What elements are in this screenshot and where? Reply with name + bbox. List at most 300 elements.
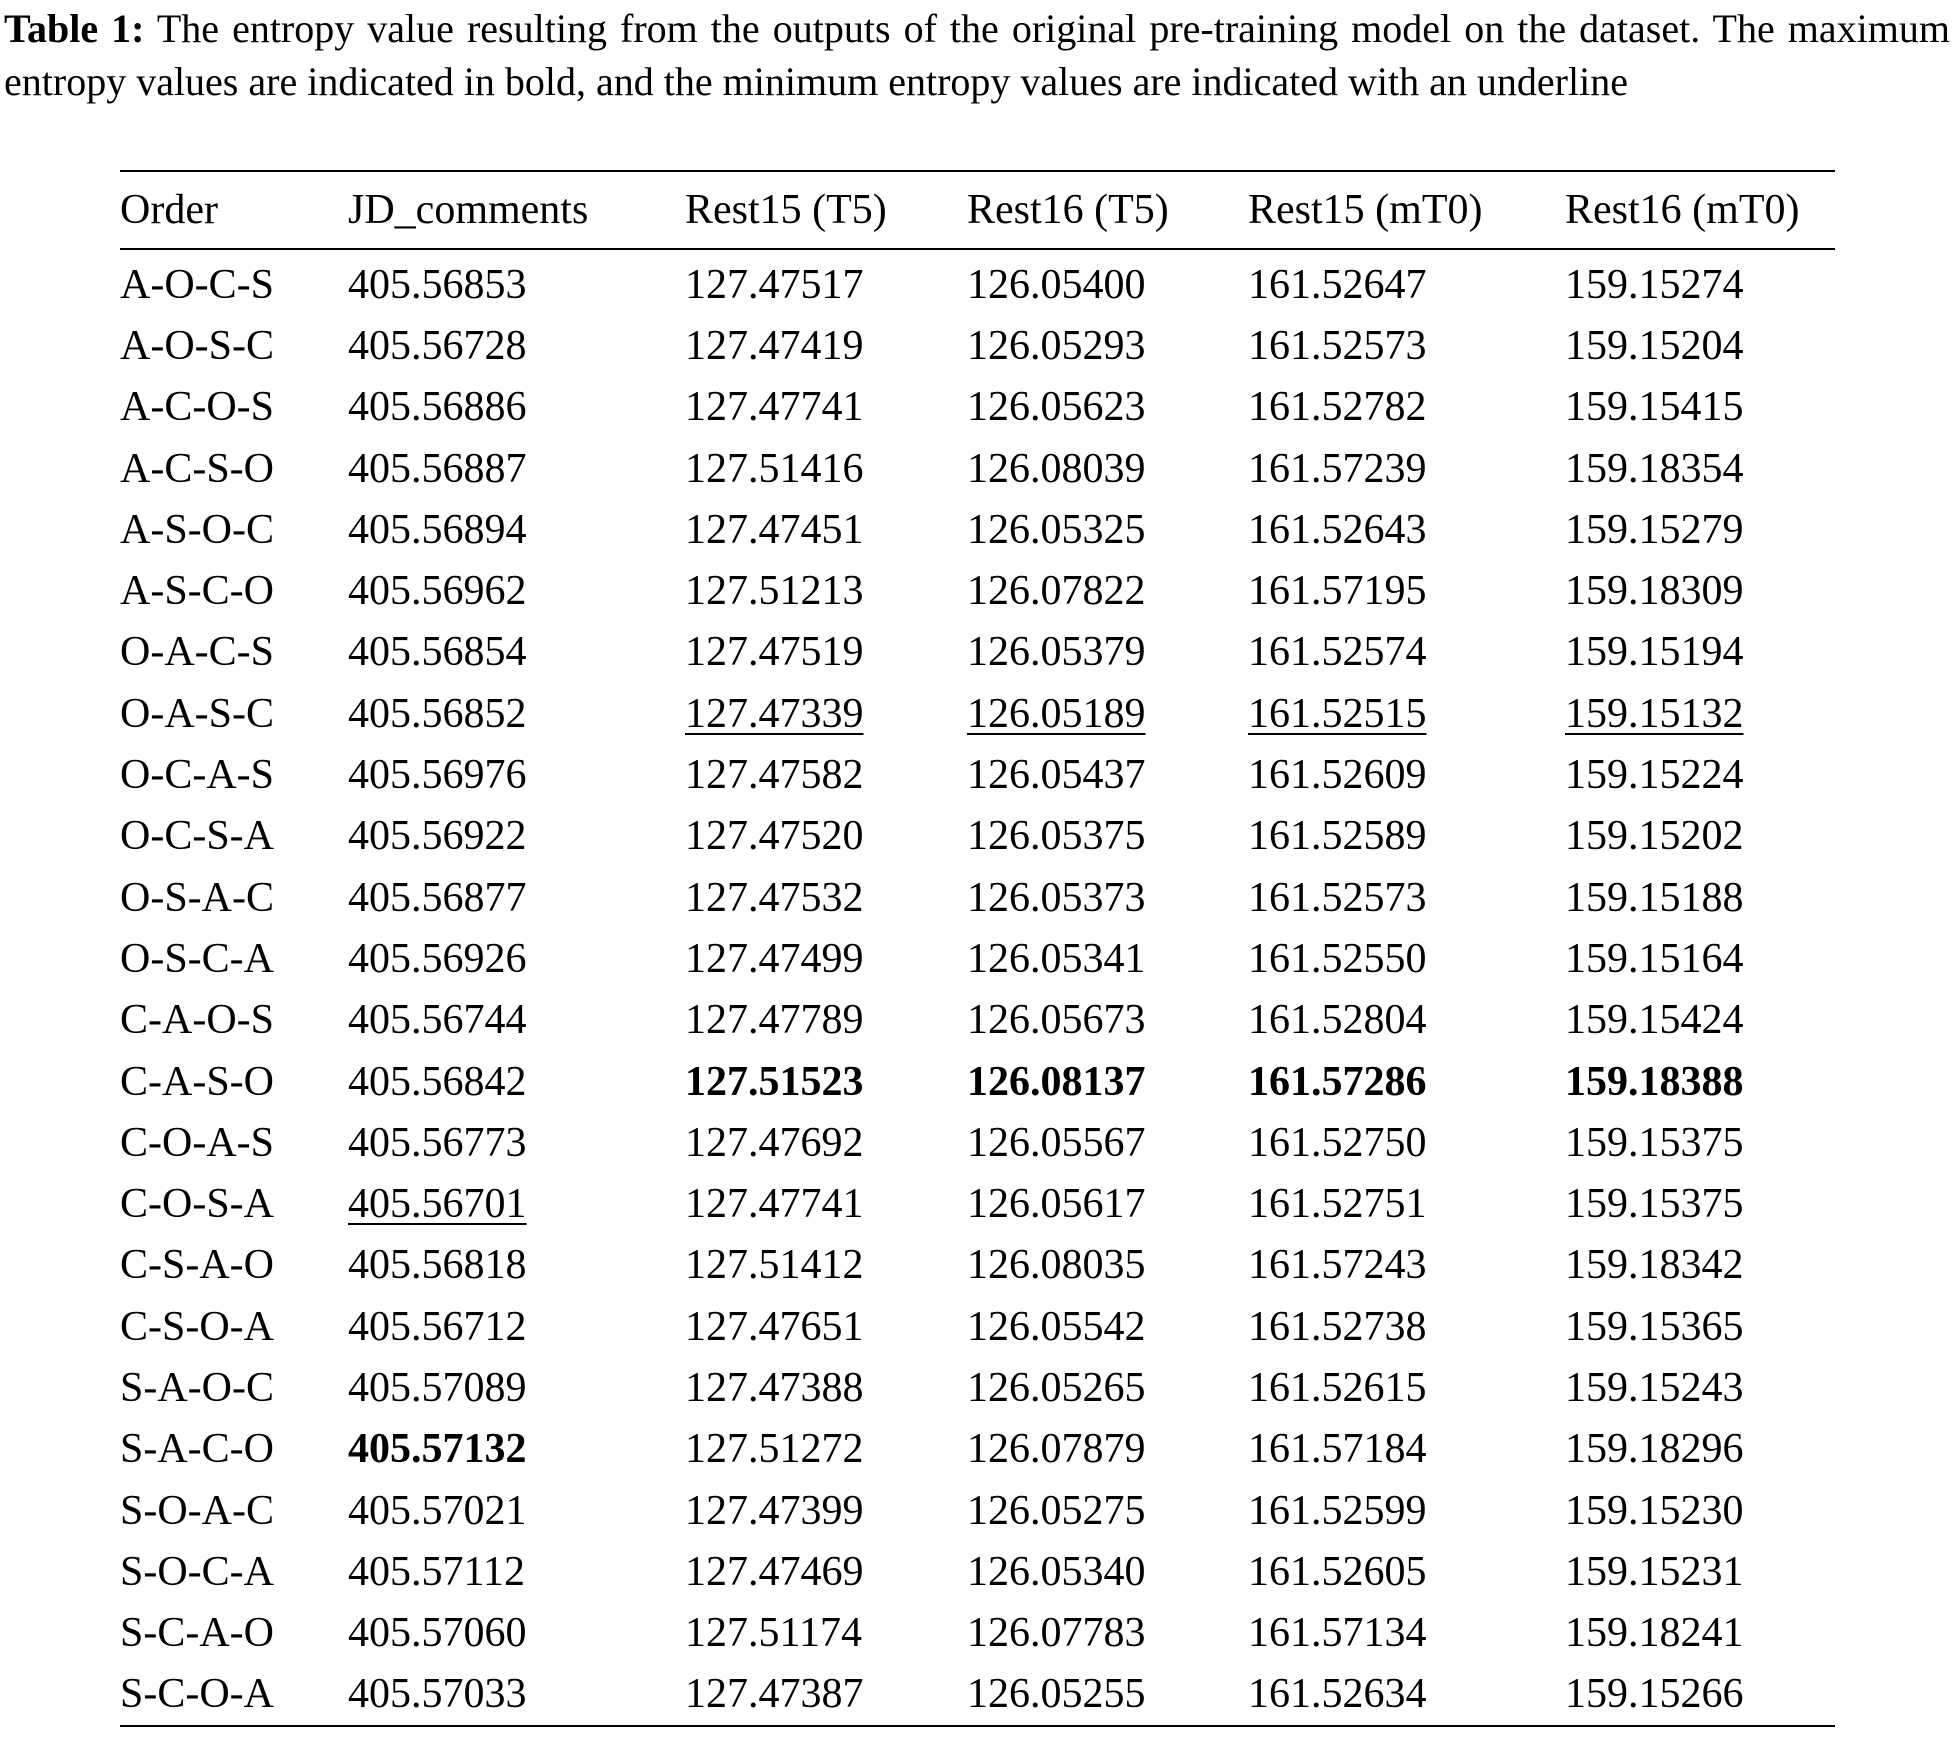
cell-jd-comments bbox=[348, 928, 685, 989]
cell-value: 159.18354 bbox=[1565, 445, 1744, 492]
table-row bbox=[120, 1112, 1835, 1173]
cell-value: 126.05255 bbox=[967, 1671, 1146, 1718]
cell-value: 127.51523 bbox=[685, 1058, 864, 1105]
cell-rest16-t5 bbox=[967, 377, 1248, 438]
cell-value: 161.52615 bbox=[1248, 1364, 1427, 1411]
cell-rest15-t5 bbox=[685, 867, 967, 928]
cell-value: 127.47582 bbox=[685, 752, 864, 799]
cell-order bbox=[120, 315, 348, 376]
table-row bbox=[120, 1296, 1835, 1357]
cell-order bbox=[120, 990, 348, 1051]
cell-value: 126.05437 bbox=[967, 752, 1146, 799]
cell-value: 159.15230 bbox=[1565, 1487, 1744, 1534]
cell-rest15-t5 bbox=[685, 806, 967, 867]
cell-jd-comments bbox=[348, 1112, 685, 1173]
table-row bbox=[120, 928, 1835, 989]
header-rest15-t5: Rest15 (T5) bbox=[685, 187, 887, 233]
cell-jd-comments bbox=[348, 499, 685, 560]
header-rest15-mt0: Rest15 (mT0) bbox=[1248, 187, 1483, 233]
cell-value: O-S-C-A bbox=[120, 935, 274, 982]
cell-rest15-t5 bbox=[685, 622, 967, 683]
cell-rest16-mt0 bbox=[1565, 1603, 1835, 1664]
cell-rest16-t5 bbox=[967, 1664, 1248, 1726]
table-row bbox=[120, 1235, 1835, 1296]
cell-jd-comments bbox=[348, 1296, 685, 1357]
table-row bbox=[120, 1603, 1835, 1664]
cell-value: 126.05265 bbox=[967, 1364, 1146, 1411]
cell-rest15-mt0 bbox=[1248, 377, 1565, 438]
cell-rest16-t5 bbox=[967, 1112, 1248, 1173]
cell-rest15-t5 bbox=[685, 315, 967, 376]
cell-order bbox=[120, 1235, 348, 1296]
cell-value: 126.05375 bbox=[967, 813, 1146, 860]
cell-value: A-O-S-C bbox=[120, 322, 274, 369]
cell-rest15-t5 bbox=[685, 990, 967, 1051]
header-rest16-mt0: Rest16 (mT0) bbox=[1565, 187, 1800, 233]
cell-value: 161.57195 bbox=[1248, 568, 1427, 615]
cell-value: 126.05340 bbox=[967, 1548, 1146, 1595]
cell-value: 126.05400 bbox=[967, 261, 1146, 308]
cell-rest15-t5 bbox=[685, 1480, 967, 1541]
cell-rest15-t5 bbox=[685, 1173, 967, 1234]
cell-value: 159.15274 bbox=[1565, 261, 1744, 308]
cell-value: 161.52599 bbox=[1248, 1487, 1427, 1534]
table-row bbox=[120, 249, 1835, 315]
table-row bbox=[120, 1541, 1835, 1602]
cell-value: 159.15365 bbox=[1565, 1303, 1744, 1350]
cell-value: 127.47741 bbox=[685, 384, 864, 431]
table-row bbox=[120, 806, 1835, 867]
cell-value: 127.51412 bbox=[685, 1242, 864, 1289]
cell-order bbox=[120, 1419, 348, 1480]
table-header bbox=[120, 171, 1835, 249]
cell-value: 127.47499 bbox=[685, 935, 864, 982]
cell-value: 161.57243 bbox=[1248, 1242, 1427, 1289]
table-row bbox=[120, 1480, 1835, 1541]
cell-value: 127.47520 bbox=[685, 813, 864, 860]
cell-jd-comments bbox=[348, 1419, 685, 1480]
cell-value: 159.18241 bbox=[1565, 1610, 1744, 1657]
cell-value: 126.08039 bbox=[967, 445, 1146, 492]
cell-value: 159.15164 bbox=[1565, 935, 1744, 982]
cell-rest15-mt0 bbox=[1248, 1664, 1565, 1726]
cell-value: 159.18342 bbox=[1565, 1242, 1744, 1289]
cell-jd-comments bbox=[348, 1357, 685, 1418]
cell-jd-comments bbox=[348, 560, 685, 621]
cell-rest15-mt0 bbox=[1248, 499, 1565, 560]
cell-order bbox=[120, 1541, 348, 1602]
cell-value: 405.56962 bbox=[348, 568, 527, 615]
cell-rest16-mt0 bbox=[1565, 1173, 1835, 1234]
cell-order bbox=[120, 744, 348, 805]
cell-value: 161.57134 bbox=[1248, 1610, 1427, 1657]
cell-jd-comments bbox=[348, 1173, 685, 1234]
cell-value: 161.52515 bbox=[1248, 690, 1427, 737]
cell-order bbox=[120, 1480, 348, 1541]
cell-rest15-t5 bbox=[685, 744, 967, 805]
cell-value: 405.56894 bbox=[348, 506, 527, 553]
cell-jd-comments bbox=[348, 315, 685, 376]
cell-jd-comments bbox=[348, 1664, 685, 1726]
cell-rest15-mt0 bbox=[1248, 1480, 1565, 1541]
cell-rest15-mt0 bbox=[1248, 1296, 1565, 1357]
table-row bbox=[120, 744, 1835, 805]
cell-value: 405.56887 bbox=[348, 445, 527, 492]
cell-value: 127.51416 bbox=[685, 445, 864, 492]
cell-order bbox=[120, 249, 348, 315]
cell-rest15-t5 bbox=[685, 1541, 967, 1602]
cell-rest16-t5 bbox=[967, 499, 1248, 560]
cell-value: 161.52609 bbox=[1248, 752, 1427, 799]
cell-value: C-A-O-S bbox=[120, 997, 274, 1044]
cell-value: 161.52647 bbox=[1248, 261, 1427, 308]
cell-value: 127.47339 bbox=[685, 690, 864, 737]
cell-rest16-mt0 bbox=[1565, 377, 1835, 438]
cell-value: 127.47517 bbox=[685, 261, 864, 308]
cell-rest16-t5 bbox=[967, 683, 1248, 744]
header-jd-comments: JD_comments bbox=[348, 187, 589, 233]
cell-value: 127.51213 bbox=[685, 568, 864, 615]
cell-rest15-t5 bbox=[685, 1603, 967, 1664]
cell-rest16-mt0 bbox=[1565, 1541, 1835, 1602]
cell-order bbox=[120, 499, 348, 560]
entropy-table-container bbox=[120, 170, 1835, 1727]
cell-value: 405.56712 bbox=[348, 1303, 527, 1350]
cell-rest15-t5 bbox=[685, 1357, 967, 1418]
cell-value: 159.15224 bbox=[1565, 752, 1744, 799]
cell-rest16-mt0 bbox=[1565, 249, 1835, 315]
cell-jd-comments bbox=[348, 622, 685, 683]
cell-value: A-S-C-O bbox=[120, 568, 274, 615]
cell-value: 161.52550 bbox=[1248, 935, 1427, 982]
cell-rest16-t5 bbox=[967, 1235, 1248, 1296]
cell-value: 161.52574 bbox=[1248, 629, 1427, 676]
cell-value: 126.05325 bbox=[967, 506, 1146, 553]
cell-rest15-t5 bbox=[685, 499, 967, 560]
cell-value: C-O-A-S bbox=[120, 1119, 274, 1166]
table-row bbox=[120, 683, 1835, 744]
table-row bbox=[120, 499, 1835, 560]
cell-value: 126.07822 bbox=[967, 568, 1146, 615]
caption-label: Table 1: bbox=[4, 6, 145, 51]
cell-value: 126.08035 bbox=[967, 1242, 1146, 1289]
cell-value: 405.56854 bbox=[348, 629, 527, 676]
cell-value: 126.05275 bbox=[967, 1487, 1146, 1534]
cell-value: 405.57112 bbox=[348, 1548, 525, 1595]
cell-rest16-t5 bbox=[967, 1173, 1248, 1234]
cell-rest16-t5 bbox=[967, 1051, 1248, 1112]
cell-rest16-t5 bbox=[967, 806, 1248, 867]
cell-rest16-mt0 bbox=[1565, 744, 1835, 805]
cell-value: 405.56744 bbox=[348, 997, 527, 1044]
cell-value: 126.07783 bbox=[967, 1610, 1146, 1657]
cell-rest16-t5 bbox=[967, 1296, 1248, 1357]
table-row bbox=[120, 1051, 1835, 1112]
cell-value: 161.52605 bbox=[1248, 1548, 1427, 1595]
cell-value: 127.47388 bbox=[685, 1364, 864, 1411]
cell-value: 126.05567 bbox=[967, 1119, 1146, 1166]
cell-value: 126.05542 bbox=[967, 1303, 1146, 1350]
cell-value: 405.56886 bbox=[348, 384, 527, 431]
cell-value: 159.15188 bbox=[1565, 874, 1744, 921]
cell-value: 127.47469 bbox=[685, 1548, 864, 1595]
cell-rest15-mt0 bbox=[1248, 1235, 1565, 1296]
cell-rest16-t5 bbox=[967, 315, 1248, 376]
cell-rest15-mt0 bbox=[1248, 744, 1565, 805]
cell-value: 161.57286 bbox=[1248, 1058, 1427, 1105]
table-row bbox=[120, 1419, 1835, 1480]
cell-order bbox=[120, 1664, 348, 1726]
cell-rest16-t5 bbox=[967, 438, 1248, 499]
cell-jd-comments bbox=[348, 867, 685, 928]
cell-value: 127.47451 bbox=[685, 506, 864, 553]
cell-value: 159.15424 bbox=[1565, 997, 1744, 1044]
cell-value: 159.15132 bbox=[1565, 690, 1744, 737]
cell-value: 161.52804 bbox=[1248, 997, 1427, 1044]
cell-jd-comments bbox=[348, 806, 685, 867]
cell-value: 126.05189 bbox=[967, 690, 1146, 737]
cell-value: 405.56701 bbox=[348, 1181, 527, 1228]
cell-value: C-A-S-O bbox=[120, 1058, 274, 1105]
cell-value: 126.05673 bbox=[967, 997, 1146, 1044]
cell-jd-comments bbox=[348, 249, 685, 315]
cell-value: 126.05623 bbox=[967, 384, 1146, 431]
table-row bbox=[120, 990, 1835, 1051]
cell-value: 405.56922 bbox=[348, 813, 527, 860]
cell-rest16-t5 bbox=[967, 560, 1248, 621]
cell-rest16-mt0 bbox=[1565, 806, 1835, 867]
cell-value: 126.05293 bbox=[967, 322, 1146, 369]
cell-value: 127.47651 bbox=[685, 1303, 864, 1350]
cell-rest16-mt0 bbox=[1565, 867, 1835, 928]
cell-value: O-A-S-C bbox=[120, 690, 274, 737]
cell-value: 161.52782 bbox=[1248, 384, 1427, 431]
cell-rest15-mt0 bbox=[1248, 438, 1565, 499]
cell-rest15-mt0 bbox=[1248, 928, 1565, 989]
cell-value: 159.15204 bbox=[1565, 322, 1744, 369]
header-rest16-t5: Rest16 (T5) bbox=[967, 187, 1169, 233]
cell-value: 405.56852 bbox=[348, 690, 527, 737]
cell-rest15-mt0 bbox=[1248, 1419, 1565, 1480]
table-row bbox=[120, 1173, 1835, 1234]
cell-rest16-mt0 bbox=[1565, 683, 1835, 744]
cell-rest15-mt0 bbox=[1248, 1603, 1565, 1664]
cell-order bbox=[120, 560, 348, 621]
cell-rest16-t5 bbox=[967, 990, 1248, 1051]
cell-value: 161.52643 bbox=[1248, 506, 1427, 553]
cell-value: 405.56728 bbox=[348, 322, 527, 369]
cell-value: A-C-S-O bbox=[120, 445, 274, 492]
cell-jd-comments bbox=[348, 377, 685, 438]
cell-rest15-mt0 bbox=[1248, 806, 1565, 867]
cell-rest16-mt0 bbox=[1565, 1480, 1835, 1541]
cell-rest15-t5 bbox=[685, 1235, 967, 1296]
cell-rest16-t5 bbox=[967, 1603, 1248, 1664]
table-row bbox=[120, 560, 1835, 621]
cell-value: 405.57089 bbox=[348, 1364, 527, 1411]
cell-order bbox=[120, 1296, 348, 1357]
cell-value: 159.15375 bbox=[1565, 1181, 1744, 1228]
cell-value: O-C-A-S bbox=[120, 752, 274, 799]
cell-rest16-t5 bbox=[967, 249, 1248, 315]
cell-value: 127.47519 bbox=[685, 629, 864, 676]
cell-rest15-t5 bbox=[685, 249, 967, 315]
cell-value: 159.18296 bbox=[1565, 1426, 1744, 1473]
cell-rest15-mt0 bbox=[1248, 249, 1565, 315]
cell-rest16-mt0 bbox=[1565, 622, 1835, 683]
cell-value: 159.15415 bbox=[1565, 384, 1744, 431]
cell-order bbox=[120, 867, 348, 928]
cell-value: 127.51272 bbox=[685, 1426, 864, 1473]
table-caption bbox=[4, 2, 1950, 108]
cell-rest16-mt0 bbox=[1565, 1296, 1835, 1357]
cell-value: 127.47789 bbox=[685, 997, 864, 1044]
cell-rest15-t5 bbox=[685, 560, 967, 621]
cell-value: 161.52573 bbox=[1248, 874, 1427, 921]
table-body bbox=[120, 249, 1835, 1726]
header-order: Order bbox=[120, 187, 218, 233]
cell-order bbox=[120, 1112, 348, 1173]
table-row bbox=[120, 622, 1835, 683]
cell-rest15-t5 bbox=[685, 1664, 967, 1726]
cell-value: C-S-A-O bbox=[120, 1242, 274, 1289]
cell-value: 127.47387 bbox=[685, 1671, 864, 1718]
cell-rest16-mt0 bbox=[1565, 499, 1835, 560]
cell-order bbox=[120, 438, 348, 499]
cell-value: 405.56926 bbox=[348, 935, 527, 982]
cell-rest15-mt0 bbox=[1248, 990, 1565, 1051]
table-row bbox=[120, 377, 1835, 438]
cell-rest15-t5 bbox=[685, 683, 967, 744]
cell-value: 161.52573 bbox=[1248, 322, 1427, 369]
cell-value: A-O-C-S bbox=[120, 261, 274, 308]
cell-value: 405.57060 bbox=[348, 1610, 527, 1657]
cell-jd-comments bbox=[348, 1051, 685, 1112]
cell-order bbox=[120, 377, 348, 438]
cell-rest16-mt0 bbox=[1565, 928, 1835, 989]
cell-rest16-mt0 bbox=[1565, 1112, 1835, 1173]
cell-rest16-t5 bbox=[967, 622, 1248, 683]
cell-rest16-mt0 bbox=[1565, 1235, 1835, 1296]
cell-jd-comments bbox=[348, 1541, 685, 1602]
cell-value: C-O-S-A bbox=[120, 1181, 274, 1228]
cell-value: 159.15243 bbox=[1565, 1364, 1744, 1411]
cell-rest15-t5 bbox=[685, 1296, 967, 1357]
cell-rest15-mt0 bbox=[1248, 683, 1565, 744]
cell-rest16-mt0 bbox=[1565, 990, 1835, 1051]
cell-order bbox=[120, 1173, 348, 1234]
cell-rest16-mt0 bbox=[1565, 1051, 1835, 1112]
cell-rest15-t5 bbox=[685, 377, 967, 438]
cell-rest15-mt0 bbox=[1248, 867, 1565, 928]
cell-value: A-C-O-S bbox=[120, 384, 274, 431]
cell-value: 405.56976 bbox=[348, 752, 527, 799]
cell-order bbox=[120, 1603, 348, 1664]
cell-rest15-t5 bbox=[685, 1419, 967, 1480]
cell-jd-comments bbox=[348, 438, 685, 499]
cell-jd-comments bbox=[348, 1235, 685, 1296]
cell-value: S-O-A-C bbox=[120, 1487, 274, 1534]
cell-value: 161.52589 bbox=[1248, 813, 1427, 860]
header-row bbox=[120, 171, 1835, 249]
cell-rest15-t5 bbox=[685, 1051, 967, 1112]
cell-value: S-O-C-A bbox=[120, 1548, 274, 1595]
cell-value: 127.47692 bbox=[685, 1119, 864, 1166]
cell-rest16-mt0 bbox=[1565, 438, 1835, 499]
cell-rest16-mt0 bbox=[1565, 560, 1835, 621]
cell-order bbox=[120, 1357, 348, 1418]
cell-value: 161.52751 bbox=[1248, 1181, 1427, 1228]
cell-rest15-t5 bbox=[685, 1112, 967, 1173]
cell-rest15-mt0 bbox=[1248, 1357, 1565, 1418]
cell-jd-comments bbox=[348, 1480, 685, 1541]
cell-value: 126.05617 bbox=[967, 1181, 1146, 1228]
cell-rest15-mt0 bbox=[1248, 1173, 1565, 1234]
cell-value: 126.05379 bbox=[967, 629, 1146, 676]
cell-value: 161.57184 bbox=[1248, 1426, 1427, 1473]
cell-rest16-t5 bbox=[967, 744, 1248, 805]
cell-order bbox=[120, 928, 348, 989]
cell-rest15-mt0 bbox=[1248, 560, 1565, 621]
cell-jd-comments bbox=[348, 1603, 685, 1664]
cell-value: S-A-C-O bbox=[120, 1426, 274, 1473]
cell-value: 159.15194 bbox=[1565, 629, 1744, 676]
cell-value: 127.47532 bbox=[685, 874, 864, 921]
cell-value: C-S-O-A bbox=[120, 1303, 274, 1350]
table-row bbox=[120, 1664, 1835, 1726]
cell-rest15-mt0 bbox=[1248, 315, 1565, 376]
cell-value: A-S-O-C bbox=[120, 506, 274, 553]
cell-rest16-mt0 bbox=[1565, 1664, 1835, 1726]
cell-rest16-t5 bbox=[967, 1541, 1248, 1602]
cell-value: 126.05373 bbox=[967, 874, 1146, 921]
cell-value: 161.57239 bbox=[1248, 445, 1427, 492]
cell-value: 127.47419 bbox=[685, 322, 864, 369]
cell-value: 159.15202 bbox=[1565, 813, 1744, 860]
cell-value: S-C-O-A bbox=[120, 1671, 274, 1718]
cell-value: S-C-A-O bbox=[120, 1610, 274, 1657]
cell-value: 126.07879 bbox=[967, 1426, 1146, 1473]
cell-jd-comments bbox=[348, 683, 685, 744]
cell-value: 405.56773 bbox=[348, 1119, 527, 1166]
cell-value: 159.15231 bbox=[1565, 1548, 1744, 1595]
cell-value: 127.51174 bbox=[685, 1610, 862, 1657]
table-row bbox=[120, 1357, 1835, 1418]
cell-rest15-t5 bbox=[685, 928, 967, 989]
table-row bbox=[120, 867, 1835, 928]
cell-rest16-mt0 bbox=[1565, 1357, 1835, 1418]
cell-rest16-t5 bbox=[967, 1480, 1248, 1541]
cell-value: 126.08137 bbox=[967, 1058, 1146, 1105]
cell-rest16-mt0 bbox=[1565, 1419, 1835, 1480]
cell-value: 159.15266 bbox=[1565, 1671, 1744, 1718]
cell-value: 405.57132 bbox=[348, 1426, 527, 1473]
cell-rest15-mt0 bbox=[1248, 1541, 1565, 1602]
cell-value: 127.47399 bbox=[685, 1487, 864, 1534]
cell-rest15-mt0 bbox=[1248, 1112, 1565, 1173]
cell-value: 159.15279 bbox=[1565, 506, 1744, 553]
cell-order bbox=[120, 1051, 348, 1112]
cell-value: 161.52634 bbox=[1248, 1671, 1427, 1718]
cell-jd-comments bbox=[348, 990, 685, 1051]
cell-rest15-t5 bbox=[685, 438, 967, 499]
cell-value: 159.15375 bbox=[1565, 1119, 1744, 1166]
entropy-table bbox=[120, 170, 1835, 1727]
cell-rest16-t5 bbox=[967, 1419, 1248, 1480]
cell-rest16-t5 bbox=[967, 867, 1248, 928]
cell-rest16-t5 bbox=[967, 928, 1248, 989]
cell-rest15-mt0 bbox=[1248, 1051, 1565, 1112]
